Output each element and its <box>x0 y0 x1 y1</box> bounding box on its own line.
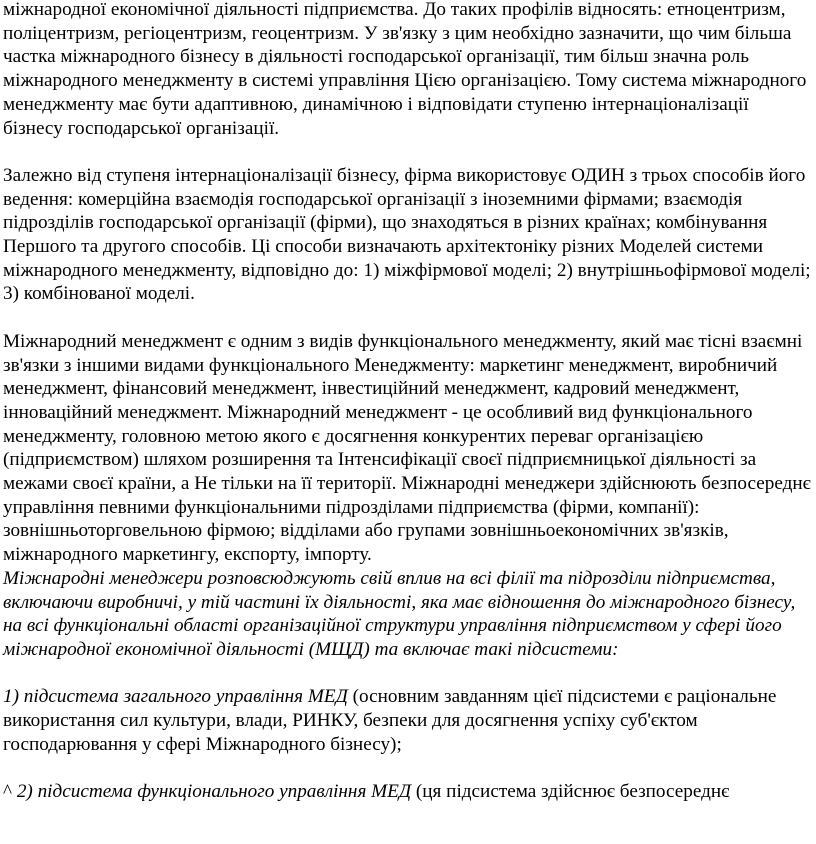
caret-marker: ^ <box>3 781 17 803</box>
subsystem-general-title: 1) підсистема загального управління МЕД <box>3 686 348 708</box>
paragraph-international-management: Міжнародний менеджмент є одним з видів функціонального менеджменту, який має тісні взаємні зв'язки з іншими видами функціонального Менеджменту: маркетинг менеджмент, виробничий менеджмент, фінансовий менеджмент, інвестиційний менеджмент, кадровий менеджмент, інноваційний менеджмент. Міжнародний менеджмент - це особливий вид функціонального менеджменту, головною метою якого є досягнення конкурентих переваг організацією (підприємством) шляхом розширення та Інтенсифікації своєї підприємницької діяльності за межами своєї країни, а Не тільки на її території. Міжнародні менеджери здійснюють безпосереднє управління певними функціональними підрозділами підприємства (фірми, компанії): зовнішньоторговельною фірмою; відділами або групами зовнішньоекономічних зв'язків, міжнародного маркетингу, експорту, імпорту. <box>3 330 811 566</box>
subsystems-intro-text: Міжнародні менеджери розповсюджують свій вплив на всі філії та підрозділи підприємства, включаючи виробничі, у тій частині їх діяльності, яка має відношення до міжнародного бізнесу, на всі функціональні області організаційної структури управління підприємством у сфері його міжнародної економічної діяльності (МЩД) та включає такі підсистеми: <box>3 567 796 660</box>
document-body <box>3 0 813 828</box>
paragraph-subsystem-general <box>3 685 813 756</box>
paragraph-subsystems-intro <box>3 567 813 662</box>
subsystem-general-description: (основним завданням цієї підсистеми є раціональне використання сил культури, влади, РИНКУ, безпеки для досягнення успіху суб'єктом господарювання у сфері Міжнародного бізнесу); <box>3 686 777 755</box>
paragraph-subsystem-functional <box>3 780 813 804</box>
subsystem-functional-description: (ця підсистема здійснює безпосереднє <box>411 781 730 803</box>
paragraph-business-methods: Залежно від ступеня інтернаціоналізації бізнесу, фірма використовує ОДИН з трьох способів його ведення: комерційна взаємодія господарської організації з іноземними фірмами; взаємодія підрозділів господарської організації (фірми), що знаходяться в різних країнах; комбінування Першого та другого способів. Ці способи визначають архітектоніку різних Моделей системи міжнародного менеджменту, відповідно до: 1) міжфірмової моделі; 2) внутрішньофірмової моделі; 3) комбінованої моделі. <box>3 164 811 305</box>
paragraph-profiles: міжнародної економічної діяльності підприємства. До таких профілів відносять: етноцентризм, поліцентризм, регіоцентризм, геоцентризм. У зв'язку з цим необхідно зазначити, що чим більша частка міжнародного бізнесу в діяльності господарської організації, тим більш значна роль міжнародного менеджменту в системі управління Цією організацією. Тому система міжнародного менеджменту має бути адаптивною, динамічною і відповідати ступеню інтернаціоналізації бізнесу господарської організації. <box>3 0 807 139</box>
subsystem-functional-title: 2) підсистема функціонального управління МЕД <box>16 781 412 803</box>
